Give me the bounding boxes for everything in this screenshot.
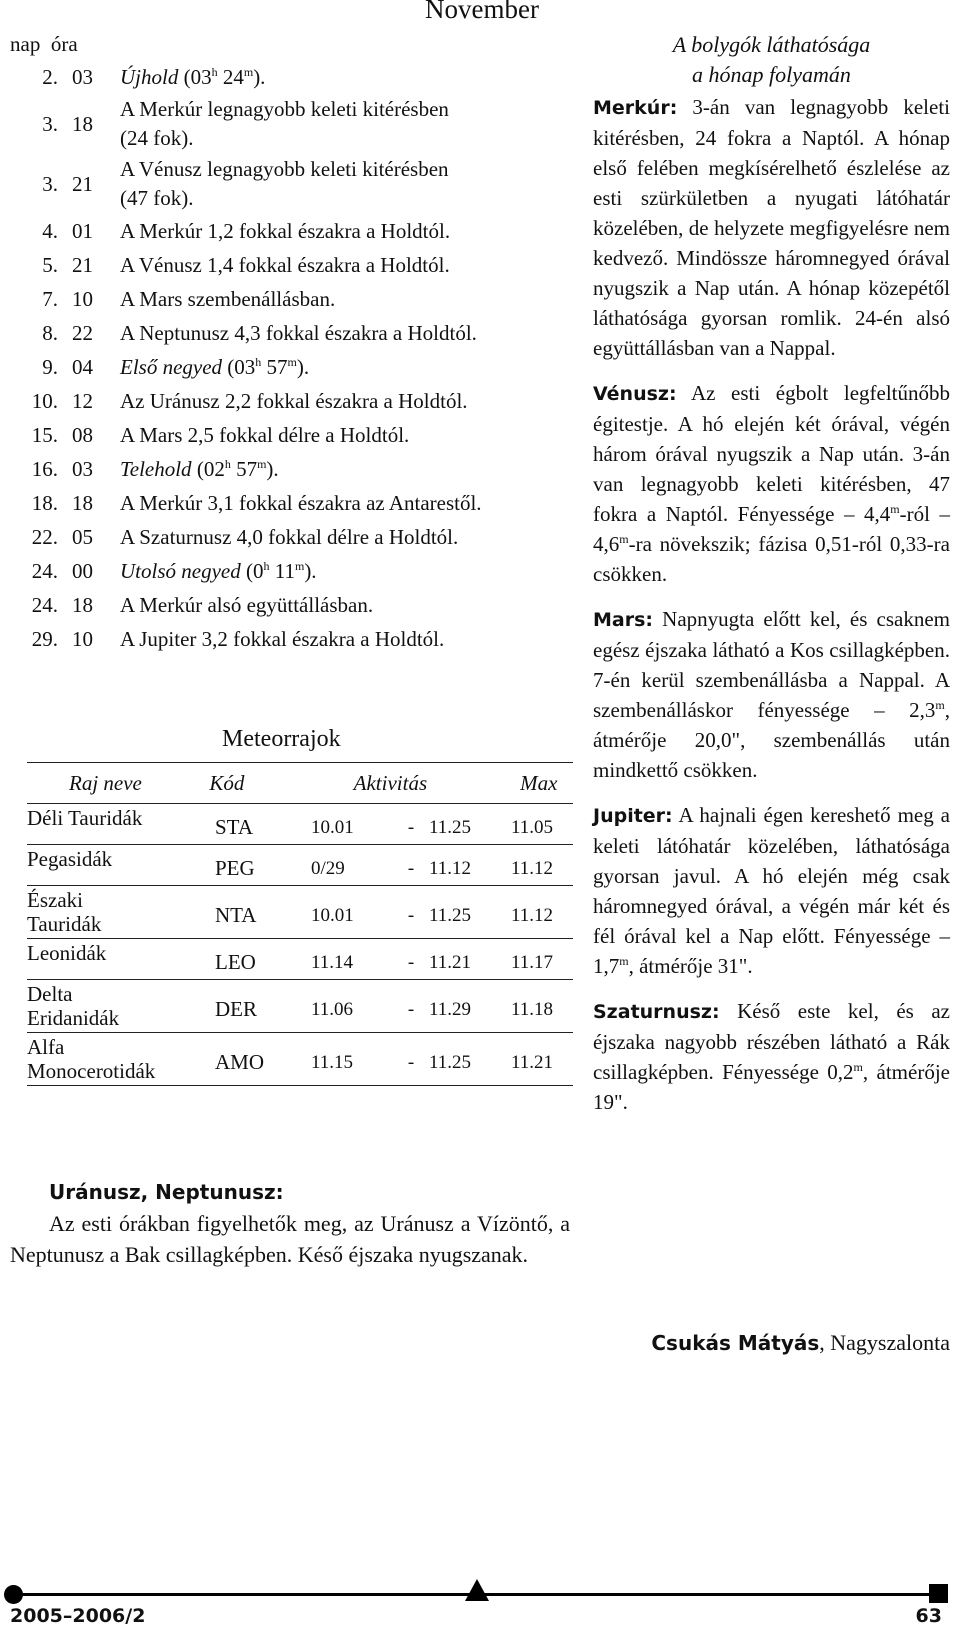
phase-minutes: 57	[266, 354, 288, 379]
event-hour: 04	[72, 354, 93, 379]
meteor-table-header	[27, 762, 573, 804]
circle-marker-icon	[4, 1585, 23, 1604]
header-name: Raj neve	[69, 770, 142, 795]
event-text: A Jupiter 3,2 fokkal északra a Holdtól.	[120, 626, 445, 651]
activity-start: 11.06	[311, 999, 354, 1020]
moon-phase-name: Utolsó negyed	[120, 558, 241, 583]
activity-start: 11.14	[311, 952, 354, 973]
event-hour: 08	[72, 422, 93, 447]
event-hour: 03	[72, 64, 93, 89]
activity-dash: -	[407, 905, 415, 926]
planet-text: Az esti égbolt legfeltűnőbb égitestje. A hó elején két órával, végén három órával nyugszik a Nap után. 3-án van legnagyobb keleti kitérésben, 47 fokra a Naptól. Fényessége – 4,4	[593, 381, 950, 526]
uranus-neptune-title: Uránusz, Neptunusz:	[49, 1180, 284, 1204]
event-text-line1: A Merkúr legnagyobb keleti kitérésben	[120, 97, 449, 121]
event-text-line2: (47 fok).	[120, 186, 194, 210]
planet-name: Jupiter:	[593, 805, 673, 827]
event-list-header	[10, 28, 555, 60]
moon-phase-name: Telehold	[120, 456, 192, 481]
activity-max: 11.05	[511, 817, 554, 838]
planet-mars	[593, 604, 950, 785]
activity-start: 10.01	[311, 817, 354, 838]
planet-text: A hajnali égen kereshető meg a keleti látóhatár közelében, láthatósága gyorsan javul. A hó elején még csak háromnegyed órával, a végén már két és fél órával kel a Nap előtt. Fényessége –1,7	[593, 803, 951, 978]
event-text: Telehold (02$^h$ 57$^m$).	[120, 456, 279, 481]
event-row	[10, 588, 555, 622]
shower-name-line1: Alfa	[27, 1035, 65, 1059]
event-hour: 12	[72, 388, 93, 413]
event-day: 22.	[31, 524, 58, 549]
event-day: 2.	[42, 64, 58, 89]
planet-column-title	[593, 30, 950, 90]
hour-column-header: óra	[50, 32, 78, 56]
event-day: 24.	[31, 558, 58, 583]
shower-code: PEG	[215, 855, 255, 880]
planet-text: Napnyugta előtt kel, és csaknem egész éjszaka látható a Kos csillagképben. 7-én kerül szembenállásba a Nappal. A szembenálláskor fényessége – 2,3	[593, 607, 951, 722]
phase-hours: 03	[190, 64, 212, 89]
shower-name-line1: Északi	[27, 888, 83, 912]
shower-name-line2: Monocerotidák	[27, 1059, 156, 1083]
planet-text-part: , átmérője 19".	[593, 1060, 950, 1114]
event-day: 15.	[31, 422, 58, 447]
table-row	[27, 845, 573, 886]
shower-name	[27, 980, 207, 1030]
event-hour: 10	[72, 286, 93, 311]
planet-visibility-column	[593, 30, 950, 1117]
event-hour: 18	[72, 592, 93, 617]
planet-name: Szaturnusz:	[593, 1001, 720, 1023]
shower-code: LEO	[215, 949, 256, 974]
header-max: Max	[520, 770, 558, 795]
event-text-line2: (24 fok).	[120, 126, 194, 150]
author-name: Csukás Mátyás	[651, 1331, 820, 1355]
shower-name	[27, 804, 207, 830]
planet-saturn	[593, 996, 950, 1117]
event-text: Az Uránusz 2,2 fokkal északra a Holdtól.	[120, 388, 468, 413]
activity-max: 11.12	[511, 858, 554, 879]
event-hour: 18	[72, 490, 93, 515]
phase-minutes: 57	[236, 456, 258, 481]
event-hour: 21	[72, 171, 93, 196]
planet-title-line1: A bolygók láthatósága	[672, 32, 871, 57]
event-row	[10, 520, 555, 554]
event-day: 3.	[42, 171, 58, 196]
planet-name: Vénusz:	[593, 383, 677, 405]
shower-name-line2: Tauridák	[27, 912, 102, 936]
planet-venus	[593, 378, 950, 589]
event-day: 10.	[31, 388, 58, 413]
event-hour: 01	[72, 218, 93, 243]
event-hour: 18	[72, 111, 93, 136]
shower-name	[27, 886, 207, 936]
shower-code: DER	[215, 996, 257, 1021]
event-text-line1: A Vénusz legnagyobb keleti kitérésben	[120, 157, 449, 181]
activity-end: 11.12	[429, 858, 472, 879]
month-heading: November	[425, 0, 539, 24]
shower-name-line1: Pegasidák	[27, 847, 113, 871]
event-list	[10, 28, 555, 656]
author-place: , Nagyszalonta	[819, 1330, 950, 1355]
magnitude-sup: m	[935, 698, 945, 712]
event-day: 3.	[42, 111, 58, 136]
event-row	[10, 316, 555, 350]
table-row	[27, 804, 573, 845]
header-activity: Aktivitás	[353, 770, 428, 795]
phase-minutes: 11	[274, 558, 295, 583]
planet-jupiter	[593, 800, 950, 981]
event-row	[10, 248, 555, 282]
magnitude-sup: m	[890, 502, 900, 516]
square-marker-icon	[929, 1584, 948, 1603]
meteor-table-title: Meteorrajok	[222, 726, 341, 752]
planet-text-part: , átmérője 31".	[628, 954, 753, 978]
activity-dash: -	[407, 952, 415, 973]
event-row	[10, 418, 555, 452]
planet-text: Késő este kel, és az éjszaka nagyobb részében látható a Rák csillagképben. Fényessége 0,2	[593, 999, 950, 1084]
event-day: 7.	[42, 286, 58, 311]
event-row	[10, 154, 555, 214]
phase-hours: 03	[234, 354, 256, 379]
event-text: Utolsó negyed (0$^h$ 11$^m$).	[120, 558, 317, 583]
activity-end: 11.21	[429, 952, 472, 973]
meteor-table	[27, 762, 573, 1086]
event-text: A Merkúr 3,1 fokkal északra az Antarestől.	[120, 490, 482, 515]
event-text: A Merkúr alsó együttállásban.	[120, 592, 374, 617]
planet-text: 3-án van legnagyobb keleti kitérésben, 24 fokra a Naptól. A hónap első felében megkísérelhető észlelése az esti szürkületben a nyugati látóhatár közelében, de helyzete megfigyelésre nem kedvező. Mindössze háromnegyed órával nyugszik a Nap után. A hónap közepétől láthatósága gyorsan romlik. 24-én alsó együttállásban van a Nappal.	[593, 95, 950, 360]
activity-start: 10.01	[311, 905, 354, 926]
event-text	[110, 95, 555, 153]
event-text: A Szaturnusz 4,0 fokkal délre a Holdtól.	[120, 524, 459, 549]
event-hour: 22	[72, 320, 93, 345]
event-row	[10, 94, 555, 154]
table-row	[27, 886, 573, 939]
phase-hours: 0	[252, 558, 264, 583]
event-hour: 00	[72, 558, 93, 583]
phase-minutes: 24	[222, 64, 244, 89]
planet-name: Mars:	[593, 609, 654, 631]
shower-name-line2: Eridanidák	[27, 1006, 120, 1030]
event-hour: 21	[72, 252, 93, 277]
shower-name-line1: Delta	[27, 982, 73, 1006]
event-day: 5.	[42, 252, 58, 277]
event-day: 18.	[31, 490, 58, 515]
event-day: 4.	[42, 218, 58, 243]
event-row	[10, 214, 555, 248]
event-text: Újhold (03$^h$ 24$^m$).	[120, 64, 266, 89]
shower-name	[27, 845, 207, 871]
activity-dash: -	[407, 858, 415, 879]
shower-code: NTA	[215, 902, 257, 927]
event-text: A Vénusz 1,4 fokkal északra a Holdtól.	[120, 252, 450, 277]
moon-phase-name: Első negyed	[120, 354, 223, 379]
event-day: 8.	[42, 320, 58, 345]
activity-max: 11.21	[511, 1052, 554, 1073]
magnitude-sup: m	[619, 532, 629, 546]
activity-dash: -	[407, 1052, 415, 1073]
planet-text-part: , átmérője 20,0", szembenállás után mindkettő csökken.	[593, 698, 950, 782]
event-text: Első negyed (03$^h$ 57$^m$).	[120, 354, 310, 379]
event-row	[10, 554, 555, 588]
shower-code: AMO	[215, 1049, 265, 1074]
magnitude-sup: m	[619, 954, 629, 968]
activity-dash: -	[407, 999, 415, 1020]
planet-text-part: -ra növekszik; fázisa 0,51-ról 0,33-ra csökken.	[593, 532, 950, 586]
planet-name: Merkúr:	[593, 97, 678, 119]
event-row	[10, 452, 555, 486]
shower-name-line1: Leonidák	[27, 941, 107, 965]
table-row	[27, 980, 573, 1033]
shower-code: STA	[215, 814, 253, 839]
author-signature	[651, 1330, 950, 1356]
event-text: A Merkúr 1,2 fokkal északra a Holdtól.	[120, 218, 451, 243]
page-number: 63	[915, 1605, 942, 1627]
activity-end: 11.25	[429, 905, 472, 926]
activity-end: 11.25	[429, 817, 472, 838]
event-text: A Mars szembenállásban.	[120, 286, 336, 311]
header-code: Kód	[209, 770, 245, 795]
event-day: 29.	[31, 626, 58, 651]
shower-name	[27, 1033, 207, 1083]
activity-max: 11.17	[511, 952, 554, 973]
planet-title-line2: a hónap folyamán	[692, 62, 851, 87]
event-hour: 10	[72, 626, 93, 651]
uranus-neptune-text: Az esti órákban figyelhetők meg, az Uránusz a Vízöntő, a Neptunusz a Bak csillagképben. Késő éjszaka nyugszanak.	[10, 1211, 570, 1267]
day-column-header: nap	[10, 32, 41, 56]
activity-start: 11.15	[311, 1052, 354, 1073]
uranus-neptune-section	[10, 1177, 570, 1270]
event-row	[10, 622, 555, 656]
table-row	[27, 1033, 573, 1086]
event-row	[10, 350, 555, 384]
activity-max: 11.18	[511, 999, 554, 1020]
shower-name-line1: Déli Tauridák	[27, 806, 143, 830]
issue-number: 2005–2006/2	[10, 1605, 146, 1627]
event-day: 16.	[31, 456, 58, 481]
phase-hours: 02	[203, 456, 225, 481]
event-row	[10, 486, 555, 520]
event-row	[10, 60, 555, 94]
shower-name	[27, 939, 207, 965]
event-hour: 03	[72, 456, 93, 481]
activity-end: 11.29	[429, 999, 472, 1020]
activity-max: 11.12	[511, 905, 554, 926]
event-row	[10, 384, 555, 418]
magnitude-sup: m	[853, 1060, 863, 1074]
moon-phase-name: Újhold	[120, 64, 179, 89]
event-day: 24.	[31, 592, 58, 617]
planet-mercury	[593, 92, 950, 363]
event-hour: 05	[72, 524, 93, 549]
event-row	[10, 282, 555, 316]
triangle-marker-icon	[465, 1579, 489, 1601]
event-text: A Neptunusz 4,3 fokkal északra a Holdtól.	[120, 320, 477, 345]
activity-end: 11.25	[429, 1052, 472, 1073]
activity-start: 0/29	[311, 858, 345, 879]
planet-text-part: -ról –4,6	[593, 502, 951, 556]
table-row	[27, 939, 573, 980]
event-day: 9.	[42, 354, 58, 379]
event-text	[110, 155, 555, 213]
activity-dash: -	[407, 817, 415, 838]
event-text: A Mars 2,5 fokkal délre a Holdtól.	[120, 422, 410, 447]
